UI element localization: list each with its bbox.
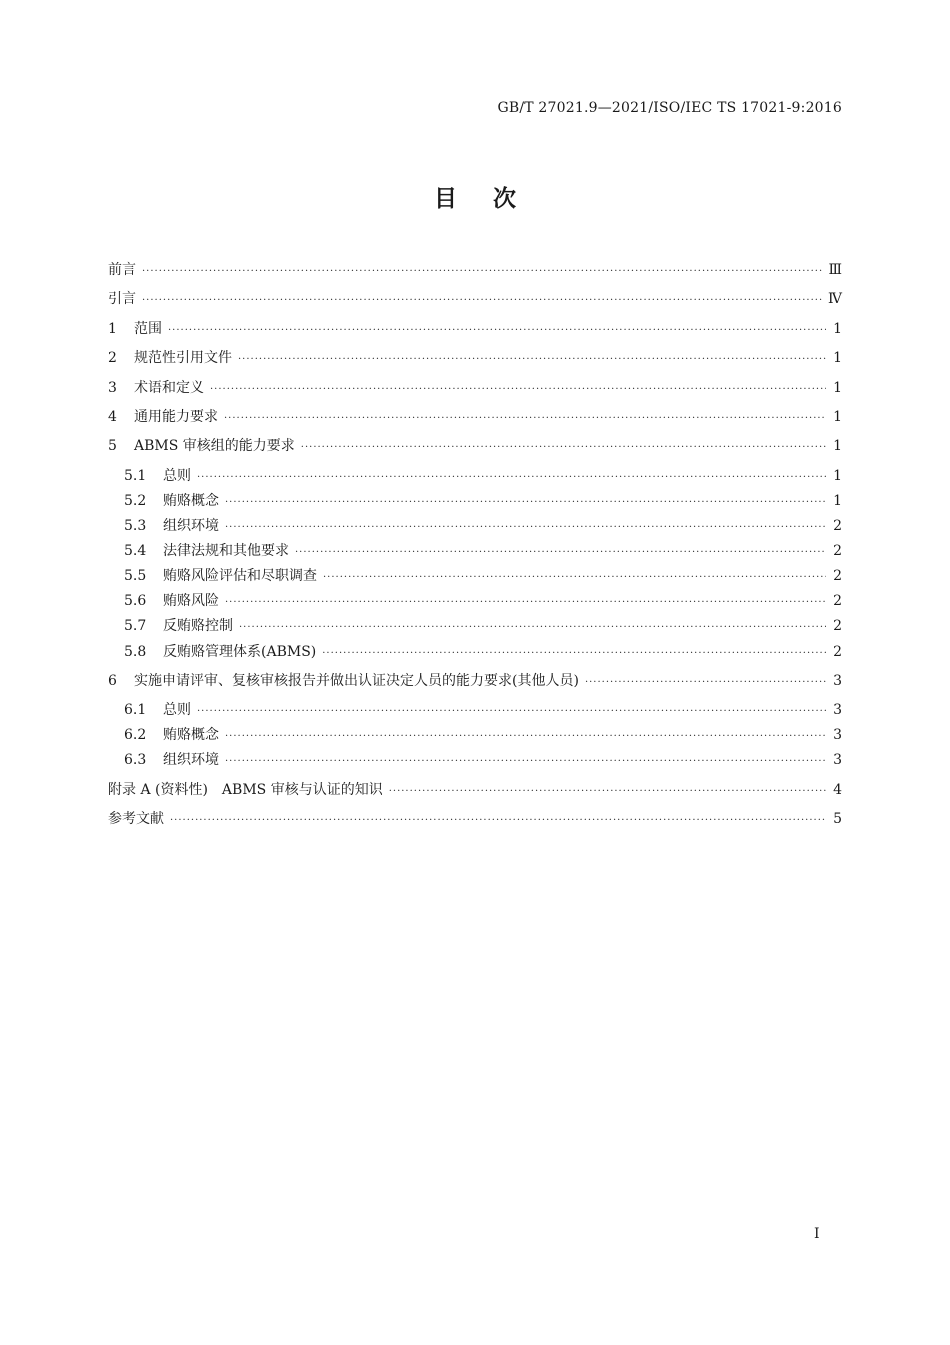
toc-entry-title: 总则: [163, 702, 191, 718]
toc-entry-page: 1: [833, 380, 842, 396]
toc-leader-dots: [142, 262, 822, 282]
toc-entry-number: 5.3: [124, 518, 147, 534]
toc-leader-dots: [170, 811, 826, 831]
toc-entry-title: 贿赂概念: [163, 727, 219, 743]
toc-entry[interactable]: [124, 700, 842, 722]
toc-entry-title: 附录 A (资料性) ABMS 审核与认证的知识: [108, 782, 383, 798]
toc-entry-number: 5.4: [124, 543, 147, 559]
toc-leader-dots: [197, 468, 826, 488]
toc-entry-number: 5.6: [124, 593, 147, 609]
toc-entry-page: 5: [833, 811, 842, 827]
toc-leader-dots: [225, 493, 826, 513]
toc-entry[interactable]: [108, 809, 842, 831]
toc-entry-page: 1: [833, 409, 842, 425]
toc-leader-dots: [585, 673, 826, 693]
toc-entry-page: 1: [833, 493, 842, 509]
toc-leader-dots: [224, 409, 826, 429]
toc-leader-dots: [225, 518, 826, 538]
toc-entry[interactable]: [108, 319, 842, 341]
toc-entry-number: 5.5: [124, 568, 147, 584]
toc-leader-dots: [239, 618, 826, 638]
toc-leader-dots: [225, 752, 826, 772]
toc-entry-title: 范围: [134, 321, 162, 337]
toc-entry-number: 6.3: [124, 752, 147, 768]
toc-entry-title: 反贿赂控制: [163, 618, 233, 634]
toc-entry[interactable]: [108, 780, 842, 802]
toc-entry-title: 组织环境: [163, 518, 219, 534]
toc-entry-number: 6: [108, 673, 117, 689]
page-title: 目次: [434, 186, 552, 212]
toc-leader-dots: [225, 593, 826, 613]
toc-entry-number: 5.1: [124, 468, 147, 484]
toc-leader-dots: [389, 782, 826, 802]
toc-leader-dots: [301, 438, 826, 458]
toc-entry[interactable]: [124, 541, 842, 563]
toc-entry[interactable]: [124, 750, 842, 772]
toc-entry[interactable]: [124, 491, 842, 513]
toc-entry-page: 2: [833, 644, 842, 660]
toc-leader-dots: [225, 727, 826, 747]
toc-entry-page: 2: [833, 593, 842, 609]
toc-leader-dots: [142, 291, 822, 311]
toc-entry-page: 2: [833, 543, 842, 559]
toc-entry-title: 总则: [163, 468, 191, 484]
toc-leader-dots: [197, 702, 826, 722]
toc-entry-page: 3: [833, 702, 842, 718]
toc-entry-title: 通用能力要求: [134, 409, 218, 425]
toc-entry-page: 1: [833, 438, 842, 454]
toc-entry-number: 1: [108, 321, 117, 337]
toc-entry[interactable]: [124, 725, 842, 747]
standard-number: GB/T 27021.9—2021/ISO/IEC TS 17021-9:2016: [497, 100, 842, 116]
toc-entry-title: 规范性引用文件: [134, 350, 232, 366]
toc-entry-page: 2: [833, 518, 842, 534]
toc-leader-dots: [323, 568, 826, 588]
toc-entry-title: 组织环境: [163, 752, 219, 768]
toc-entry[interactable]: [108, 378, 842, 400]
toc-entry[interactable]: [108, 436, 842, 458]
toc-entry-page: Ⅳ: [828, 291, 842, 307]
toc-entry-page: 3: [833, 752, 842, 768]
toc-entry-page: 3: [833, 673, 842, 689]
toc-leader-dots: [322, 644, 826, 664]
toc-entry-title: 引言: [108, 291, 136, 307]
toc-entry[interactable]: [124, 591, 842, 613]
toc-entry-number: 3: [108, 380, 117, 396]
toc-entry-number: 5.7: [124, 618, 147, 634]
toc-entry[interactable]: [108, 671, 842, 693]
toc-entry-title: 贿赂风险评估和尽职调查: [163, 568, 317, 584]
toc-entry-number: 5.8: [124, 644, 147, 660]
toc-leader-dots: [168, 321, 826, 341]
toc-entry-page: Ⅲ: [828, 262, 842, 278]
toc-entry-title: 参考文献: [108, 811, 164, 827]
toc-entry[interactable]: [124, 616, 842, 638]
toc-entry-title: 法律法规和其他要求: [163, 543, 289, 559]
toc-entry-title: 贿赂概念: [163, 493, 219, 509]
toc-entry-page: 1: [833, 350, 842, 366]
toc-entry[interactable]: [124, 642, 842, 664]
toc-entry[interactable]: [108, 407, 842, 429]
toc-leader-dots: [210, 380, 826, 400]
toc-entry[interactable]: [108, 348, 842, 370]
page-number: I: [814, 1226, 820, 1242]
toc-entry[interactable]: [124, 466, 842, 488]
toc-entry[interactable]: [124, 566, 842, 588]
toc-entry-page: 1: [833, 468, 842, 484]
toc-entry-number: 5.2: [124, 493, 147, 509]
toc-entry-page: 4: [833, 782, 842, 798]
toc-entry-page: 1: [833, 321, 842, 337]
toc-entry-page: 3: [833, 727, 842, 743]
toc-entry-title: 反贿赂管理体系(ABMS): [163, 644, 317, 660]
toc-entry-title: 术语和定义: [134, 380, 204, 396]
toc-entry-title: 前言: [108, 262, 136, 278]
toc-entry-number: 4: [108, 409, 117, 425]
toc-entry[interactable]: [108, 260, 842, 282]
toc-entry-number: 6.2: [124, 727, 147, 743]
toc-entry[interactable]: [108, 289, 842, 311]
toc-entry-number: 5: [108, 438, 117, 454]
toc-entry-title: 贿赂风险: [163, 593, 219, 609]
toc-entry-page: 2: [833, 568, 842, 584]
toc-entry[interactable]: [124, 516, 842, 538]
toc-entry-page: 2: [833, 618, 842, 634]
toc-entry-title: ABMS 审核组的能力要求: [134, 438, 295, 454]
toc-entry-number: 2: [108, 350, 117, 366]
toc-entry-number: 6.1: [124, 702, 147, 718]
toc-entry-title: 实施申请评审、复核审核报告并做出认证决定人员的能力要求(其他人员): [134, 673, 579, 689]
toc-leader-dots: [238, 350, 826, 370]
toc-leader-dots: [295, 543, 826, 563]
